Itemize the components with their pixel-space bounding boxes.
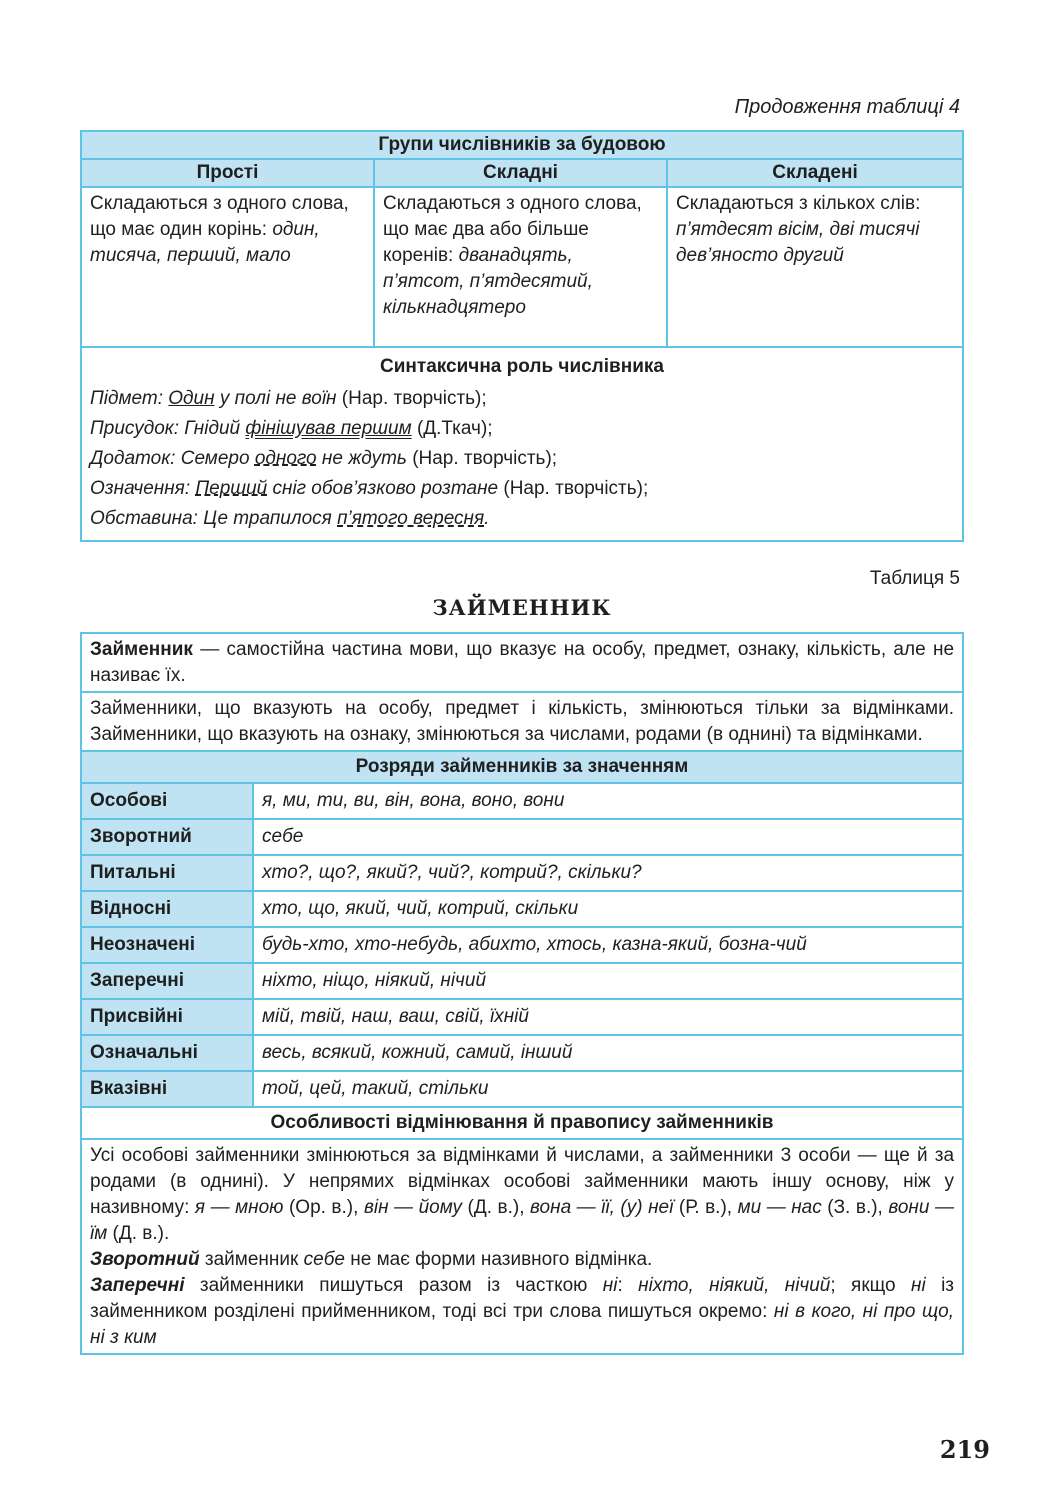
- category-row: Означальні весь, всякий, кожний, самий, інший: [81, 1035, 963, 1071]
- column-composite: Складені: [667, 159, 963, 187]
- category-row: Вказівні той, цей, такий, стільки: [81, 1071, 963, 1107]
- column-simple: Прості: [81, 159, 374, 187]
- role-object: Додаток: Семеро одного не ждуть (Нар. творчість);: [90, 448, 558, 469]
- page-number: 219: [939, 1435, 990, 1464]
- category-row: Зворотний себе: [81, 819, 963, 855]
- features-header: Особливості відмінювання й правопису займенників: [81, 1107, 963, 1139]
- section-title: ЗАЙМЕННИК: [432, 595, 612, 620]
- features-text: [81, 1139, 963, 1354]
- simple-numerals-cell: Складаються з одного слова, що має один корінь: один, тисяча, перший, мало: [81, 187, 374, 347]
- compound-numerals-cell: Складаються з одного слова, що має два або більше коренів: дванадцять, п’ятсот, п’ятдесятий, кількнадцятеро: [374, 187, 667, 347]
- column-compound: Складні: [374, 159, 667, 187]
- syntax-role-section: [81, 347, 963, 541]
- category-row: Особові я, ми, ти, ви, він, вона, воно, вони: [81, 783, 963, 819]
- simple-examples: один, тисяча, перший, мало: [90, 219, 320, 266]
- pronouns-table: [80, 632, 964, 1355]
- feature-negative: Заперечні займенники пишуться разом із часткою ні: ніхто, ніякий, нічий; якщо ні із займенником розділені прийменником, тоді всі три слова пишуться окремо: ні в кого, ні про що, ні з ким: [90, 1275, 955, 1348]
- feature-personal: Усі особові займенники змінюються за відмінками й числами, а займенники 3 особи — ще й за родами (в однині). У непрямих відмінках особові займенники мають іншу основу, ніж у називному: я — мною (Ор. в.), він — йому (Д. в.), вона — її, (у) неї (Р. в.), ми — нас (З. в.), вони — їм (Д. в.).: [90, 1145, 955, 1244]
- numerals-table: [80, 130, 964, 542]
- feature-reflexive: Зворотний займенник себе не має форми називного відмінка.: [90, 1249, 653, 1270]
- table5-caption: Таблиця 5: [869, 568, 960, 589]
- categories-header: Розряди займенників за значенням: [81, 751, 963, 783]
- compound-examples: дванадцять, п’ятсот, п’ятдесятий, кількнадцятеро: [383, 245, 593, 318]
- role-subject: Підмет: Один у полі не воїн (Нар. творчість);: [90, 388, 487, 409]
- role-adverbial: Обставина: Це трапилося п’ятого вересня.: [90, 508, 490, 529]
- category-row: Неозначені будь-хто, хто-небудь, абихто, хтось, казна-який, бозна-чий: [81, 927, 963, 963]
- category-row: Відносні хто, що, який, чий, котрий, скільки: [81, 891, 963, 927]
- role-attribute: Означення: Перший сніг обов’язково розтане (Нар. творчість);: [90, 478, 649, 499]
- table4-continuation-caption: Продовження таблиці 4: [734, 96, 960, 118]
- role-predicate: Присудок: Гнідий фінішував першим (Д.Ткач);: [90, 418, 493, 439]
- syntax-role-header: Синтаксична роль числівника: [380, 356, 664, 377]
- category-row: Заперечні ніхто, ніщо, ніякий, нічий: [81, 963, 963, 999]
- category-row: Присвійні мій, твій, наш, ваш, свій, їхній: [81, 999, 963, 1035]
- composite-examples: п’ятдесят вісім, дві тисячі дев’яносто другий: [676, 219, 920, 266]
- pronoun-definition: Займенник — самостійна частина мови, що вказує на особу, предмет, ознаку, кількість, але не називає їх.: [81, 633, 963, 692]
- category-row: Питальні хто?, що?, який?, чий?, котрий?, скільки?: [81, 855, 963, 891]
- numeral-groups-header: Групи числівників за будовою: [81, 131, 963, 159]
- composite-numerals-cell: Складаються з кількох слів: п’ятдесят вісім, дві тисячі дев’яносто другий: [667, 187, 963, 347]
- pronoun-declension-note: Займенники, що вказують на особу, предмет і кількість, змінюються тільки за відмінками. Займенники, що вказують на ознаку, змінюються за числами, родами (в однині) та відмінками.: [81, 692, 963, 751]
